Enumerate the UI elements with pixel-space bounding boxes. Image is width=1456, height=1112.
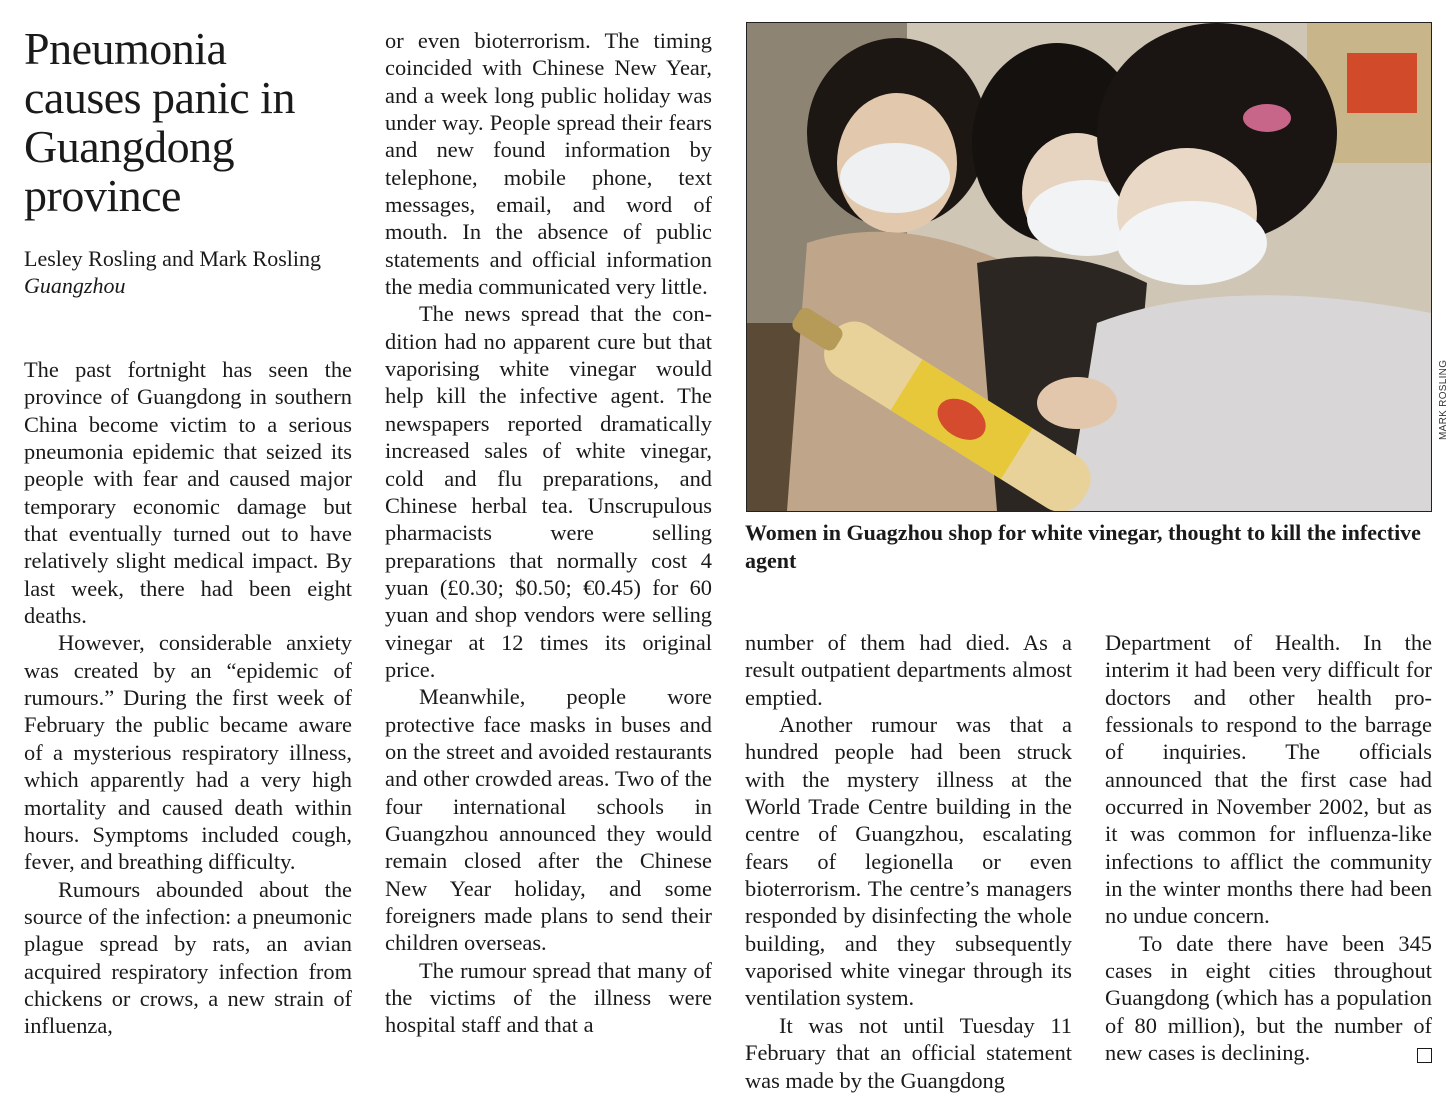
paragraph: Department of Health. In the interim it had been very difficult for doctors and other health professionals to respond to the barrage of inquiries. The officials announced that the first case had occurred in November 2002, but as it was common for influenza-like infections to afflict the community in the winter months there had been no undue concern. (1105, 630, 1432, 929)
photo-illustration (747, 23, 1431, 511)
paragraph: However, considerable anxiety was created by an “epidemic of rumours.” During the first week of February the public became aware of a mysterious respiratory illness, which apparently had a very high mortality and caused death within hours. Symptoms included cough, fever, and breathing difficulty. (24, 630, 352, 875)
body-column-3 (745, 629, 1072, 1094)
byline-authors: Lesley Rosling and Mark Rosling (24, 246, 321, 271)
body-column-4 (1105, 629, 1432, 1067)
paragraph: Meanwhile, people wore protective face masks in buses and on the street and avoided restaurants and other crowded areas. Two of the four international schools in Guangzhou announced they would remain closed after the Chinese New Year holiday, and some foreigners made plans to send their children overseas. (385, 684, 712, 956)
photo-credit: MARK ROSLING (1438, 359, 1449, 440)
body-column-1 (24, 356, 352, 1040)
end-of-article-mark (1417, 1048, 1432, 1063)
paragraph: number of them had died. As a result outpatient departments almost emptied. (745, 630, 1072, 710)
article-photo (746, 22, 1432, 512)
article-headline: Pneumonia causes panic in Guangdong province (24, 23, 295, 221)
paragraph: The past fortnight has seen the province of Guangdong in southern China become victim to a serious pneumonia epidemic that seized its people with fear and caused major temporary economic damage but that eventually turned out to have relatively slight medical impact. By last week, there had been eight deaths. (24, 357, 352, 629)
paragraph-text: To date there have been 345 cases in eight cities throughout Guangdong (which has a population of 80 million), but the number of new cases is declining. (1105, 930, 1432, 1066)
paragraph: Rumours abounded about the source of the infection: a pneumonic plague spread by rats, an avian acquired respiratory infection from chickens or crows, a new strain of influenza, (24, 876, 352, 1039)
paragraph (1105, 930, 1432, 1067)
paragraph: It was not until Tuesday 11 February that an official statement was made by the Guangdong (745, 1012, 1072, 1093)
body-column-2 (385, 27, 712, 1039)
paragraph: Another rumour was that a hundred people had been struck with the mystery illness at the World Trade Centre building in the centre of Guangzhou, escalating fears of legionella or even bioterrorism. The centre’s managers responded by disinfecting the whole building, and they subsequently vaporised white vinegar through its ventilation system. (745, 712, 1072, 1011)
paragraph: or even bioterrorism. The timing coincided with Chinese New Year, and a week long public holiday was under way. People spread their fears and new found information by telephone, mobile phone, text messages, email, and word of mouth. In the absence of public statements and official information the media communicated very little. (385, 28, 712, 300)
paragraph: The rumour spread that many of the victims of the illness were hospital staff and that a (385, 957, 712, 1038)
paragraph: The news spread that the condition had no apparent cure but that vaporising white vinegar would help kill the infective agent. The newspapers reported dramatically increased sales of white vinegar, cold and flu preparations, and Chinese herbal tea. Unscrupulous pharmacists were selling preparations that normally cost 4 yuan (£0.30; $0.50; €0.45) for 60 yuan and shop vendors were selling vinegar at 12 times its original price. (385, 301, 712, 682)
byline-location: Guangzhou (24, 273, 126, 298)
photo-caption: Women in Guagzhou shop for white vinegar, thought to kill the infective agent (745, 520, 1421, 573)
byline (24, 245, 354, 299)
